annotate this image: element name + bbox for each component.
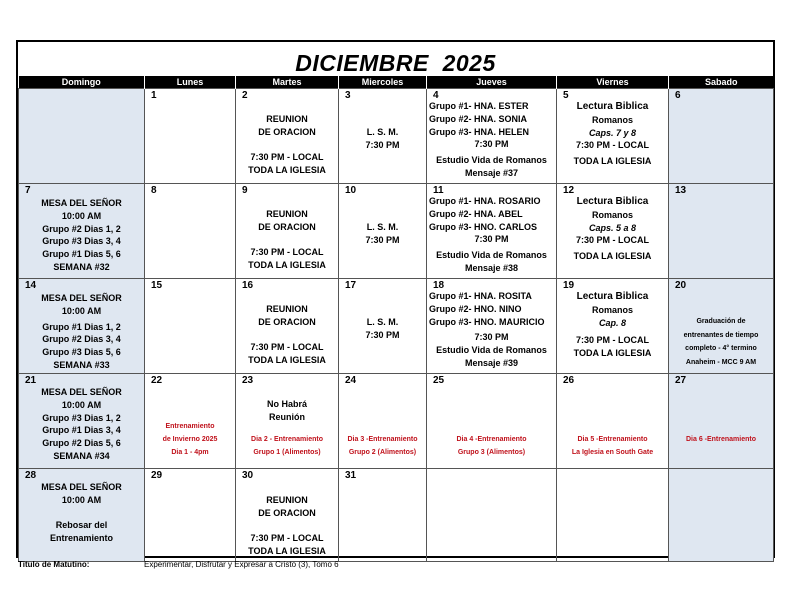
day-cell-empty <box>557 469 669 562</box>
weekday-miercoles: Miercoles <box>339 76 427 89</box>
day-number: 21 <box>25 375 37 386</box>
event-text: MESA DEL SEÑOR 10:00 AM Grupo #1 Dias 1, 2 Grupo #2 Dias 3, 4 Grupo #3 Dias 5, 6 SEMANA #33 <box>41 293 122 370</box>
day-number: 3 <box>345 90 351 101</box>
day-number: 30 <box>242 470 254 481</box>
day-number: 22 <box>151 375 163 386</box>
day-cell[interactable] <box>557 279 669 374</box>
event-text: Lectura Biblica Romanos Cap. 8 7:30 PM - LOCAL TODA LA IGLESIA <box>573 291 652 359</box>
event-text: 7:30 PM Estudio Vida de Romanos Mensaje #39 <box>436 332 547 368</box>
day-cell-empty <box>669 469 774 562</box>
event-text: MESA DEL SEÑOR 10:00 AM Grupo #3 Dias 1, 2 Grupo #1 Dias 3, 4 Grupo #2 Dias 5, 6 SEMANA #34 <box>41 387 122 461</box>
footer-label: Titulo de Matutino: <box>18 560 90 569</box>
weekday-lunes: Lunes <box>145 76 236 89</box>
calendar-frame <box>16 40 775 558</box>
day-cell[interactable] <box>427 279 557 374</box>
day-cell[interactable] <box>19 374 145 469</box>
day-number: 16 <box>242 280 254 291</box>
month-title: DICIEMBRE 2025 <box>295 50 496 76</box>
calendar-grid <box>18 76 774 562</box>
day-number: 9 <box>242 185 248 196</box>
event-text: REUNION DE ORACION 7:30 PM - LOCAL TODA LA IGLESIA <box>248 114 326 176</box>
event-text: Grupo #1- HNA. ROSARIO Grupo #2- HNA. ABEL Grupo #3- HNO. CARLOS <box>429 196 541 232</box>
day-number: 15 <box>151 280 163 291</box>
day-cell[interactable] <box>236 279 339 374</box>
day-cell[interactable] <box>145 279 236 374</box>
weekday-jueves: Jueves <box>427 76 557 89</box>
day-cell[interactable] <box>669 374 774 469</box>
day-cell[interactable] <box>19 184 145 279</box>
day-cell[interactable] <box>19 469 145 562</box>
event-text: L. S. M. 7:30 PM <box>365 127 400 150</box>
day-number: 5 <box>563 90 569 101</box>
day-cell[interactable] <box>339 184 427 279</box>
day-number: 20 <box>675 280 687 291</box>
day-number: 7 <box>25 185 31 196</box>
event-text: 7:30 PM Estudio Vida de Romanos Mensaje #37 <box>436 139 547 178</box>
day-cell[interactable] <box>236 469 339 562</box>
day-cell[interactable] <box>145 374 236 469</box>
day-number: 25 <box>433 375 445 386</box>
day-cell[interactable] <box>145 89 236 184</box>
day-number: 4 <box>433 90 439 101</box>
day-number: 27 <box>675 375 687 386</box>
training-text: Dia 3 -Entrenamiento Grupo 2 (Alimentos) <box>347 436 418 456</box>
day-cell[interactable] <box>427 184 557 279</box>
day-number: 17 <box>345 280 357 291</box>
event-text: Graduación de entrenantes de tiempo completo - 4° termino Anaheim - MCC 9 AM <box>683 318 759 366</box>
day-number: 12 <box>563 185 575 196</box>
day-cell-empty <box>19 89 145 184</box>
day-number: 23 <box>242 375 254 386</box>
day-cell[interactable] <box>236 89 339 184</box>
training-text: Dia 4 -Entrenamiento Grupo 3 (Alimentos) <box>456 436 527 456</box>
day-cell[interactable] <box>19 279 145 374</box>
day-number: 29 <box>151 470 163 481</box>
day-number: 1 <box>151 90 157 101</box>
event-text: MESA DEL SEÑOR 10:00 AM Rebosar del Entrenamiento <box>41 482 122 544</box>
event-text: MESA DEL SEÑOR 10:00 AM Grupo #2 Dias 1, 2 Grupo #3 Dias 3, 4 Grupo #1 Dias 5, 6 SEMANA #32 <box>41 198 122 272</box>
day-cell[interactable] <box>145 184 236 279</box>
day-number: 31 <box>345 470 357 481</box>
weekday-header-row <box>19 76 774 89</box>
day-cell[interactable] <box>427 89 557 184</box>
training-text: Dia 6 -Entrenamiento <box>685 436 756 443</box>
weekday-sabado: Sabado <box>669 76 774 89</box>
week-row <box>19 279 774 374</box>
event-text: Lectura Biblica Romanos Caps. 7 y 8 7:30 PM - LOCAL TODA LA IGLESIA <box>573 101 652 167</box>
event-text: Grupo #1- HNA. ROSITA Grupo #2- HNO. NINO Grupo #3- HNO. MAURICIO <box>429 291 545 327</box>
day-number: 26 <box>563 375 575 386</box>
event-text: Lectura Biblica Romanos Caps. 5 a 8 7:30 PM - LOCAL TODA LA IGLESIA <box>573 196 652 262</box>
day-number: 13 <box>675 185 687 196</box>
week-row <box>19 374 774 469</box>
day-cell[interactable] <box>339 89 427 184</box>
training-text: Dia 5 -Entrenamiento La Iglesia en South Gate <box>571 436 654 456</box>
event-text: REUNION DE ORACION 7:30 PM - LOCAL TODA LA IGLESIA <box>248 304 326 366</box>
weekday-domingo: Domingo <box>19 76 145 89</box>
day-cell[interactable] <box>339 374 427 469</box>
day-cell[interactable] <box>427 374 557 469</box>
day-cell[interactable] <box>236 184 339 279</box>
weekday-viernes: Viernes <box>557 76 669 89</box>
day-number: 11 <box>433 185 444 196</box>
training-text: Dia 2 - Entrenamiento Grupo 1 (Alimentos) <box>251 436 323 456</box>
day-number: 2 <box>242 90 248 101</box>
weekday-martes: Martes <box>236 76 339 89</box>
day-cell-empty <box>427 469 557 562</box>
event-text: REUNION DE ORACION 7:30 PM - LOCAL TODA LA IGLESIA <box>248 209 326 271</box>
footer-value: Experimentar, Disfrutar y Expresar a Cristo (3), Tomo 6 <box>144 560 339 569</box>
week-row <box>19 184 774 279</box>
day-cell[interactable] <box>557 89 669 184</box>
day-cell[interactable] <box>339 279 427 374</box>
event-text: Grupo #1- HNA. ESTER Grupo #2- HNA. SONIA Grupo #3- HNA. HELEN <box>429 101 530 137</box>
day-number: 19 <box>563 280 575 291</box>
event-text: L. S. M. 7:30 PM <box>365 317 400 340</box>
event-text: REUNION DE ORACION 7:30 PM - LOCAL TODA LA IGLESIA <box>248 495 326 557</box>
week-row <box>19 89 774 184</box>
day-cell[interactable] <box>339 469 427 562</box>
day-number: 28 <box>25 470 37 481</box>
day-cell[interactable] <box>669 89 774 184</box>
day-cell[interactable] <box>669 279 774 374</box>
day-number: 24 <box>345 375 357 386</box>
event-text: L. S. M. 7:30 PM <box>365 222 400 245</box>
event-text: No Habrá Reunión <box>266 399 307 422</box>
day-number: 10 <box>345 185 357 196</box>
event-text: 7:30 PM Estudio Vida de Romanos Mensaje #38 <box>436 234 547 273</box>
day-cell[interactable] <box>669 184 774 279</box>
day-number: 6 <box>675 90 681 101</box>
week-row <box>19 469 774 562</box>
training-text: Entrenamiento de Invierno 2025 Dia 1 - 4pm <box>162 423 218 456</box>
day-cell[interactable] <box>145 469 236 562</box>
day-number: 14 <box>25 280 37 291</box>
day-cell[interactable] <box>236 374 339 469</box>
day-number: 8 <box>151 185 157 196</box>
day-cell[interactable] <box>557 374 669 469</box>
day-number: 18 <box>433 280 445 291</box>
day-cell[interactable] <box>557 184 669 279</box>
